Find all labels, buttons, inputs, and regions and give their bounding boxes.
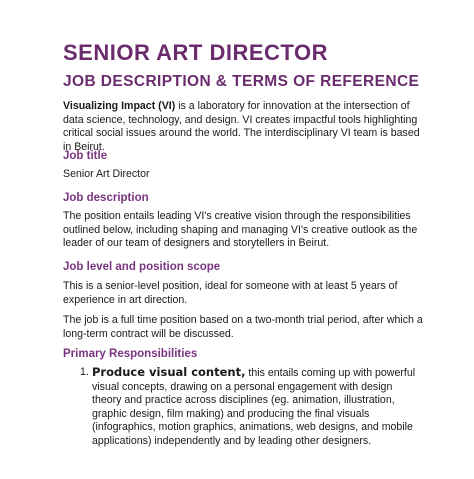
section-heading-job-title: Job title: [63, 150, 108, 162]
job-title-text: Senior Art Director: [63, 168, 150, 180]
section-heading-job-level: Job level and position scope: [63, 261, 221, 273]
intro-paragraph: [63, 100, 423, 154]
document-title: SENIOR ART DIRECTOR: [63, 40, 328, 65]
section-heading-job-description: Job description: [63, 192, 149, 204]
list-item-lead: Produce visual content,: [92, 365, 246, 379]
intro-text: is a laboratory for innovation at the intersection of data science, technology, and design. VI creates impactful tools highlighting critical social issues around the world. The interdisciplinary VI team is based in Beirut.: [63, 100, 420, 153]
job-level-text-1: This is a senior-level position, ideal for someone with at least 5 years of experience in art direction.: [63, 280, 398, 306]
list-item-text: [92, 366, 419, 449]
section-heading-responsibilities: Primary Responsibilities: [63, 348, 198, 360]
list-item-body: this entails coming up with powerful visual concepts, drawing on a personal engagement with design theory and practice across disciplines (eg. animation, illustration, graphic design, film making) and producing the final visuals (infographics, motion graphics, animations, web designs, and mobile applications) independently and by leading other designers.: [92, 367, 416, 447]
list-item-number: 1.: [80, 366, 89, 378]
document-subtitle: JOB DESCRIPTION & TERMS OF REFERENCE: [63, 73, 420, 90]
org-name: Visualizing Impact (VI): [63, 100, 176, 112]
job-level-text-2: The job is a full time position based on a two-month trial period, after which a long-term contract will be discussed.: [63, 314, 423, 340]
job-description-text: The position entails leading VI's creative vision through the responsibilities outlined below, including shaping and managing VI's creative outlook as the leader of our team of designers and storytellers in Beirut.: [63, 210, 418, 250]
